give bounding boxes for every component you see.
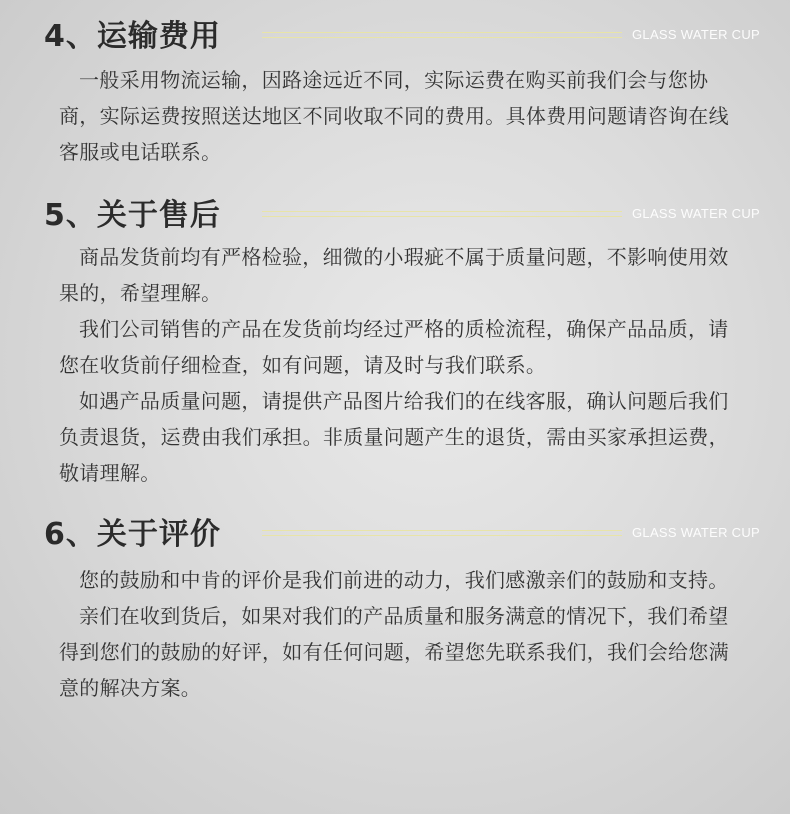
glass-water-cup-tag: GLASS WATER CUP — [632, 525, 761, 540]
section-heading: 4、运输费用 — [44, 19, 221, 54]
section-shipping — [0, 14, 790, 170]
section-heading: 6、关于评价 — [44, 517, 221, 552]
decorative-lines — [262, 32, 622, 40]
section-heading-row — [0, 14, 790, 60]
glass-water-cup-tag: GLASS WATER CUP — [632, 206, 761, 221]
section-heading: 5、关于售后 — [44, 198, 221, 233]
decorative-lines — [262, 530, 622, 538]
decorative-lines — [262, 211, 622, 219]
paragraph: 亲们在收到货后，如果对我们的产品质量和服务满意的情况下，我们希望得到您们的鼓励的好评，如有任何问题，希望您先联系我们，我们会给您满意的解决方案。 — [59, 604, 729, 700]
section-heading-row — [0, 193, 790, 239]
paragraph: 我们公司销售的产品在发货前均经过严格的质检流程，确保产品品质，请您在收货前仔细检查，如有问题，请及时与我们联系。 — [59, 317, 729, 377]
paragraph: 商品发货前均有严格检验，细微的小瑕疵不属于质量问题，不影响使用效果的，希望理解。 — [59, 245, 729, 305]
section-after-sales — [0, 193, 790, 491]
glass-water-cup-tag: GLASS WATER CUP — [632, 27, 761, 42]
section-reviews — [0, 512, 790, 706]
section-heading-row — [0, 512, 790, 558]
paragraph: 一般采用物流运输，因路途远近不同，实际运费在购买前我们会与您协商，实际运费按照送达地区不同收取不同的费用。具体费用问题请咨询在线客服或电话联系。 — [59, 68, 729, 164]
paragraph: 您的鼓励和中肯的评价是我们前进的动力，我们感激亲们的鼓励和支持。 — [79, 568, 729, 592]
paragraph: 如遇产品质量问题，请提供产品图片给我们的在线客服，确认问题后我们负责退货，运费由我们承担。非质量问题产生的退货，需由买家承担运费，敬请理解。 — [59, 389, 729, 485]
